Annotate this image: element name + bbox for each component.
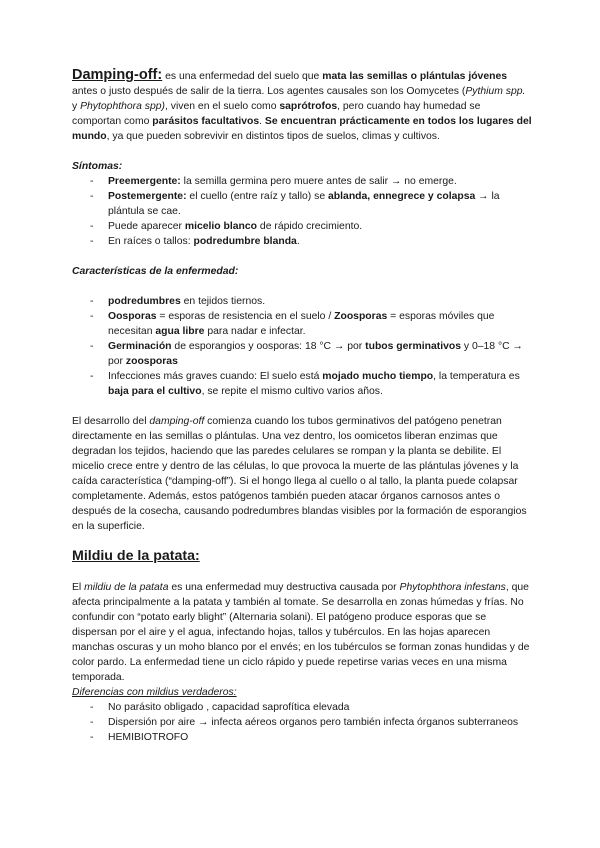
document-page (72, 68, 532, 745)
list-item: - En raíces o tallos: podredumbre blanda. (72, 234, 532, 249)
caracteristicas-list (72, 294, 532, 399)
list-item: - HEMIBIOTROFO (72, 730, 532, 745)
diferencias-heading: Diferencias con mildius verdaderos: (72, 687, 237, 698)
mildiu-title: Mildiu de la patata: (72, 548, 200, 564)
diferencias-list (72, 700, 532, 745)
damping-intro-paragraph: Damping-off: es una enfermedad del suelo que mata las semillas o plántulas jóvenes antes o justo después de salir de la tierra. Los agentes causales son los Oomycetes (Pythium spp. y Phytophthora spp), viven en el suelo como saprótrofos, pero cuando hay humedad se comportan como parásitos facultativos. Se encuentran prácticamente en todos los lugares del mundo, ya que pueden sobrevivir en distintos tipos de suelos, climas y cultivos. (72, 67, 532, 142)
list-item: - Preemergente: la semilla germina pero muere antes de salir → no emerge. (72, 174, 532, 189)
damping-off-title: Damping-off: (72, 67, 163, 83)
mildiu-paragraph: El mildiu de la patata es una enfermedad muy destructiva causada por Phytophthora infestans, que afecta principalmente a la patata y también al tomate. Se desarrolla en zonas húmedas y frías. No confundir con “potato early blight” (Alternaria solani). El patógeno produce esporas que se dispersan por el aire y el agua, infectando hojas, tallos y tubérculos. En las hojas aparecen manchas oscuras y un moho blanco por el envés; en los tubérculos se forman zonas hundidas y de color pardo. La enfermedad tiene un ciclo rápido y puede repetirse varias veces en una misma temporada. (72, 582, 530, 683)
list-item: - Dispersión por aire → infecta aéreos organos pero también infecta órganos subterraneos (72, 715, 532, 730)
sintomas-heading: Síntomas: (72, 161, 123, 172)
caracteristicas-heading: Características de la enfermedad: (72, 266, 239, 277)
list-item: - Puede aparecer micelio blanco de rápido crecimiento. (72, 219, 532, 234)
list-item: - Infecciones más graves cuando: El suelo está mojado mucho tiempo, la temperatura es baja para el cultivo, se repite el mismo cultivo varios años. (72, 369, 532, 399)
list-item: - podredumbres en tejidos tiernos. (72, 294, 532, 309)
list-item: - Oosporas = esporas de resistencia en el suelo / Zoosporas = esporas móviles que necesitan agua libre para nadar e infectar. (72, 309, 532, 339)
list-item: - Postemergente: el cuello (entre raíz y tallo) se ablanda, ennegrece y colapsa → la plántula se cae. (72, 189, 532, 219)
sintomas-list (72, 174, 532, 249)
desarrollo-paragraph: El desarrollo del damping-off comienza cuando los tubos germinativos del patógeno penetran directamente en las semillas o plántulas. Una vez dentro, los oomicetos liberan enzimas que degradan los tejidos, haciendo que las paredes celulares se rompan y la planta se debilite. El micelio crece entre y dentro de las células, lo que provoca la muerte de las plántulas jóvenes y la caída característica (“damping-off”). Si el hongo llega al cuello o al tallo, la planta puede colapsar completamente. Además, estos patógenos también pueden atacar órganos carnosos antes o después de la cosecha, causando podredumbres blandas visibles por la formación de esporangios en la superficie. (72, 416, 527, 532)
list-item: - No parásito obligado , capacidad saprofítica elevada (72, 700, 532, 715)
list-item: - Germinación de esporangios y oosporas: 18 °C → por tubos germinativos y 0–18 °C → por zoosporas (72, 339, 532, 369)
